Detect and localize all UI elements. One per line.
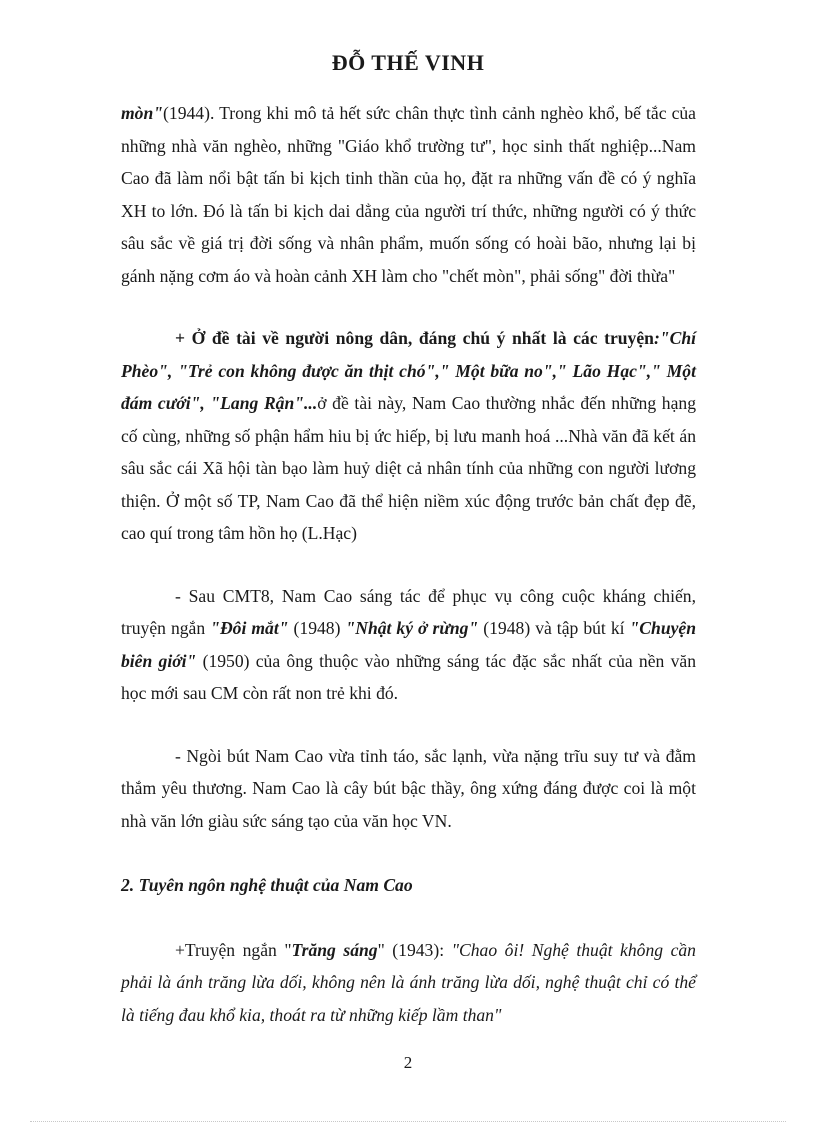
page-bottom-divider: [30, 1121, 786, 1122]
text-italic-quote: "Chao ôi! Nghệ thuật không cần phải là ánh trăng lừa dối, không nên là ánh trăng lừa dối, nghệ thuật chỉ có thể là tiếng đau khổ kia, thoát ra từ những kiếp lầm than": [121, 939, 696, 1025]
text-run: - Ngòi bút Nam Cao vừa tỉnh táo, sắc lạnh, vừa nặng trĩu suy tư và đằm thắm yêu thương. Nam Cao là cây bút bậc thầy, ông xứng đáng được coi là một nhà văn lớn giàu sức sáng tạo của văn học VN.: [121, 745, 696, 831]
paragraph-3: [121, 580, 696, 710]
text-bold-italic: :"Chí Phèo", "Trẻ con không được ăn thịt chó"," Một bữa no"," Lão Hạc"," Một đám cưới", "Lang Rận"...: [121, 328, 696, 413]
text-run: ở đề tài này, Nam Cao thường nhắc đến những hạng cố cùng, những số phận hẩm hiu bị ức hiếp, bị lưu manh hoá ...Nhà văn đã kết án sâu sắc cái Xã hội tàn bạo làm huỷ diệt cả nhân tính của những con người lương thiện. Ở một số TP, Nam Cao đã thể hiện niềm xúc động trước bản chất đẹp đẽ, cao quí trong tâm hồn họ (L.Hạc): [121, 393, 696, 543]
paragraph-1: [121, 97, 696, 292]
text-bold-italic: Trăng sáng: [291, 939, 378, 960]
page-number: 2: [403, 1053, 413, 1072]
paragraph-5: [121, 934, 696, 1032]
text-run: - Sau CMT8, Nam Cao sáng tác để phục vụ công cuộc kháng chiến, truyện ngắn: [121, 585, 696, 638]
text-run: (1944). Trong khi mô tả hết sức chân thực tình cảnh nghèo khổ, bế tắc của những nhà văn nghèo, những "Giáo khổ trường tư", học sinh thất nghiệp...Nam Cao đã làm nổi bật tấn bi kịch tinh thần của họ, đặt ra những vấn đề có ý nghĩa XH to lớn. Đó là tấn bi kịch dai dẳng của người trí thức, những người có ý thức sâu sắc về giá trị đời sống và nhân phẩm, muốn sống có hoài bão, nhưng lại bị gánh nặng cơm áo và hoàn cảnh XH làm cho "chết mòn", phải sống" đời thừa": [121, 103, 696, 286]
text-bold-italic: "Chuyện biên giới": [121, 618, 697, 671]
paragraph-4: [121, 740, 696, 838]
document-body: [121, 97, 696, 1031]
text-bold-italic: "Nhật ký ở rừng": [345, 618, 479, 638]
text-run: (1948): [288, 618, 346, 638]
text-run: (1948) và tập bút kí: [478, 618, 630, 638]
page-header-title: ĐỖ THẾ VINH: [331, 50, 485, 75]
section-heading: 2. Tuyên ngôn nghệ thuật của Nam Cao: [121, 875, 413, 895]
text-run: " (1943):: [377, 939, 452, 960]
text-run: (1950) của ông thuộc vào những sáng tác đặc sắc nhất của nền văn học mới sau CM còn rất non trẻ khi đó.: [121, 650, 696, 703]
text-bold-italic: mòn": [121, 103, 164, 123]
text-bold: + Ở đề tài về người nông dân, đáng chú ý nhất là các truyện: [175, 328, 654, 348]
text-bold-italic: "Đôi mắt": [210, 618, 289, 638]
text-run: +Truyện ngắn ": [175, 939, 292, 960]
paragraph-2: [121, 322, 696, 550]
